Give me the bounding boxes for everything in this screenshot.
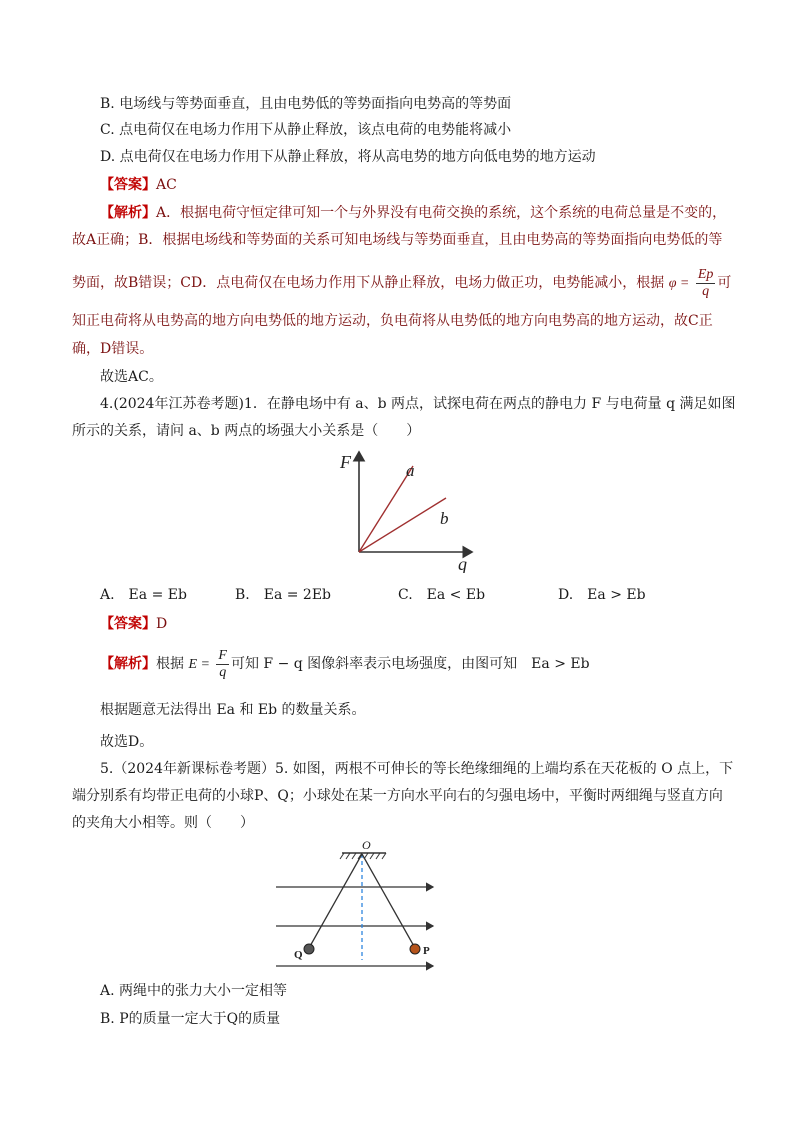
ball-q: [304, 944, 314, 954]
q4-option-d: D. Ea > Eb: [558, 587, 646, 603]
string-p: [362, 854, 415, 948]
analysis-tag: 【解析】: [100, 656, 156, 672]
string-q: [309, 854, 362, 948]
analysis-3-line-5: 确，D错误。: [72, 341, 154, 357]
answer-tag: 【答案】: [100, 177, 156, 193]
line-b: [359, 498, 446, 552]
f-q-graph: [330, 448, 480, 573]
question-5-title: 5.（2024年新课标卷考题）5. 如图，两根不可伸长的等长绝缘细绳的上端均系在天花板的 O 点上，下: [100, 761, 734, 777]
ball-p: [410, 944, 420, 954]
analysis-3-line-4: 知正电荷将从电势高的地方向电势低的地方运动，负电荷将从电势低的地方向电势高的地方运动，故C正: [72, 313, 713, 329]
option-b-prev: B. 电场线与等势面垂直，且由电势低的等势面指向电势高的等势面: [100, 96, 512, 112]
option-c-prev: C. 点电荷仅在电场力作用下从静止释放，该点电荷的电势能将减小: [100, 122, 512, 138]
fraction-ep-q: [696, 267, 716, 300]
q4-option-b: B. Ea = 2Eb: [235, 587, 332, 603]
point-p-label: P: [423, 945, 430, 957]
analysis-3-line-3: [72, 266, 731, 301]
analysis-text: A．根据电荷守恒定律可知一个与外界没有电荷交换的系统，这个系统的电荷总量是不变的，: [156, 205, 727, 221]
fraction-denominator: q: [219, 664, 227, 680]
answer-value: AC: [156, 177, 177, 193]
line-b-label: b: [440, 509, 449, 528]
pendulum-diagram: [270, 838, 440, 973]
fraction-denominator: q: [702, 283, 710, 299]
analysis-4: [100, 647, 590, 682]
analysis-text: 可知 F − q 图像斜率表示电场强度，由图可知 Ea > Eb: [230, 656, 590, 672]
analysis-tag: 【解析】: [100, 205, 156, 221]
x-axis-label: q: [458, 554, 467, 573]
conclusion-4: 故选D。: [100, 734, 154, 750]
analysis-3-line-2: 故A正确；B．根据电场线和等势面的关系可知电场线与等势面垂直，且由电势高的等势面指向电势低的等: [72, 232, 723, 248]
analysis-text: 可: [717, 275, 732, 291]
answer-3: [100, 174, 177, 196]
answer-4: [100, 613, 167, 635]
conclusion-3: 故选AC。: [100, 369, 163, 385]
analysis-4-line-2: 根据题意无法得出 Ea 和 Eb 的数量关系。: [100, 702, 366, 718]
fraction-f-q: [216, 648, 229, 681]
question-4-title: 4.(2024年江苏卷考题)1．在静电场中有 a、b 两点，试探电荷在两点的静电力 F 与电荷量 q 满足如图: [100, 396, 736, 412]
fraction-numerator: Ep: [697, 266, 714, 282]
e-symbol: E =: [188, 657, 210, 672]
analysis-3-line-1: [100, 202, 726, 224]
analysis-text: 势面，故B错误；CD．点电荷仅在电场力作用下从静止释放，电场力做正功，电势能减小，根据: [72, 275, 665, 291]
option-d-prev: D. 点电荷仅在电场力作用下从静止释放，将从高电势的地方向低电势的地方运动: [100, 149, 596, 165]
q4-option-a: A. Ea = Eb: [100, 587, 187, 603]
line-a-label: a: [406, 461, 415, 480]
q4-option-c: C. Ea < Eb: [398, 587, 486, 603]
question-5-line-3: 的夹角大小相等。则（ ）: [72, 815, 254, 831]
answer-tag: 【答案】: [100, 616, 156, 632]
y-axis-label: F: [340, 452, 351, 472]
line-a: [359, 466, 413, 552]
phi-symbol: φ =: [668, 276, 690, 291]
fraction-numerator: F: [218, 647, 227, 663]
question-4-line-2: 所示的关系，请问 a、b 两点的场强大小关系是（ ）: [72, 423, 421, 439]
point-q-label: Q: [294, 949, 303, 961]
q5-option-b: B. P的质量一定大于Q的质量: [100, 1011, 281, 1027]
analysis-text: 根据: [156, 656, 184, 672]
question-5-line-2: 端分别系有均带正电荷的小球P、Q；小球处在某一方向水平向右的匀强电场中，平衡时两细绳与竖直方向: [72, 788, 723, 804]
point-o-label: O: [362, 838, 371, 852]
q5-option-a: A. 两绳中的张力大小一定相等: [100, 983, 288, 999]
answer-value: D: [156, 616, 168, 632]
